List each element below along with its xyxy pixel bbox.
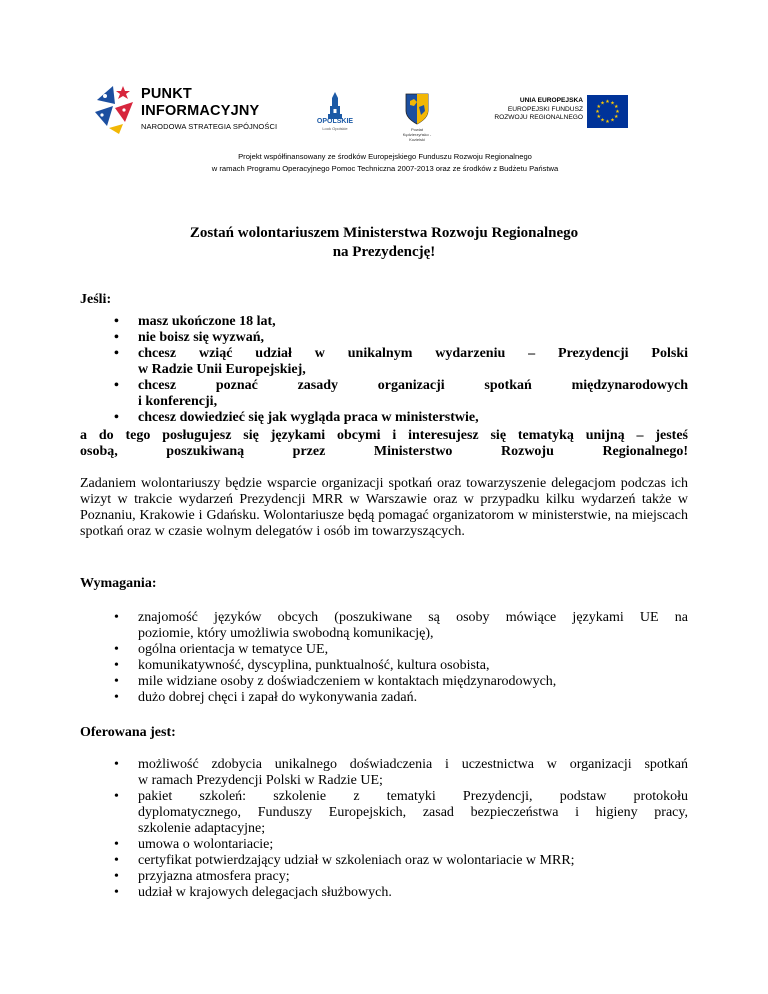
- list-item: • dużo dobrej chęci i zapał do wykonywania zadań.: [114, 690, 418, 705]
- list-item: • nie boisz się wyzwań,: [114, 330, 264, 345]
- page-title: [80, 224, 688, 262]
- list-item: • certyfikat potwierdzający udział w szkoleniach oraz w wolontariacie w MRR;: [114, 853, 575, 868]
- svg-text:★: ★: [605, 119, 610, 125]
- eu-flag: [587, 95, 628, 128]
- list-item: • masz ukończone 18 lat,: [114, 314, 276, 329]
- svg-text:★: ★: [615, 109, 620, 115]
- svg-text:★: ★: [613, 114, 619, 120]
- bullet-icon: •: [114, 869, 119, 884]
- list-item: • pakiet szkoleń: szkolenie z tematyki Prezydencji, podstaw protokołu dyplomatycznego, Funduszy Europejskich, zasad bezpieczeństwa i higieny pracy, szkolenie adaptacyjne;: [114, 789, 688, 836]
- powiat-caption-line1: Powiat: [410, 127, 423, 132]
- eu-stars-icon: [587, 95, 628, 128]
- bullet-icon: •: [114, 837, 119, 852]
- bullet-icon: •: [114, 853, 119, 868]
- bullet-icon: •: [114, 757, 119, 772]
- bullet-icon: •: [114, 410, 119, 425]
- if-heading: Jeśli:: [80, 292, 112, 307]
- title-line2: na Prezydencję!: [332, 244, 436, 260]
- requirements-heading: Wymagania:: [80, 576, 157, 591]
- bullet-icon: •: [114, 314, 119, 329]
- nss-label: NARODOWA STRATEGIA SPÓJNOŚCI: [141, 122, 278, 131]
- bullet-icon: •: [114, 885, 119, 900]
- ue-line1: UNIA EUROPEJSKA: [519, 97, 583, 104]
- bullet-icon: •: [114, 642, 119, 657]
- bullet-icon: •: [114, 378, 119, 393]
- coat-of-arms-icon: [405, 93, 429, 125]
- list-item: • przyjazna atmosfera pracy;: [114, 869, 290, 884]
- cofinancing-note: [150, 151, 620, 175]
- svg-text:★: ★: [613, 104, 619, 110]
- title-line1: Zostań wolontariuszem Ministerstwa Rozwoju Regionalnego: [189, 225, 579, 241]
- list-item: • udział w krajowych delegacjach służbowych.: [114, 885, 392, 900]
- opolskie-label: OPOLSKIE: [316, 118, 354, 125]
- sought-line2: osobą, poszukiwaną przez Ministerstwo Rozwoju Regionalnego!: [80, 444, 688, 459]
- bullet-icon: •: [114, 658, 119, 673]
- list-item: • umowa o wolontariacie;: [114, 837, 274, 852]
- list-item: • ogólna orientacja w tematyce UE,: [114, 642, 329, 657]
- cofinancing-line2: w ramach Programu Operacyjnego Pomoc Techniczna 2007-2013 oraz ze środków z Budżetu Państwa: [211, 164, 559, 173]
- opolskie-tower-icon: [326, 92, 344, 119]
- svg-text:★: ★: [600, 100, 605, 107]
- opolskie-logo: [305, 92, 365, 134]
- bullet-icon: •: [114, 674, 119, 689]
- svg-text:★: ★: [600, 117, 605, 124]
- bullet-icon: •: [114, 330, 119, 345]
- bullet-icon: •: [114, 690, 119, 705]
- cofinancing-line1: Projekt współfinansowany ze środków Europejskiego Funduszu Rozwoju Regionalnego: [238, 152, 532, 161]
- svg-text:★: ★: [596, 114, 602, 120]
- conditions-list: [80, 314, 688, 426]
- svg-text:★: ★: [595, 109, 600, 115]
- ue-line3: ROZWOJU REGIONALNEGO: [494, 114, 583, 122]
- svg-text:★: ★: [610, 117, 615, 124]
- requirements-list: [80, 610, 688, 706]
- sought-line1: a do tego posługujesz się językami obcymi i interesujesz się tematyką unijną – jesteś: [80, 428, 688, 443]
- bullet-icon: •: [114, 610, 119, 625]
- list-item: • mile widziane osoby z doświadczeniem w kontaktach międzynarodowych,: [114, 674, 557, 689]
- sought-paragraph: [80, 428, 688, 460]
- list-item: • komunikatywność, dyscyplina, punktualność, kultura osobista,: [114, 658, 490, 673]
- svg-text:★: ★: [610, 100, 615, 107]
- ue-line2: EUROPEJSKI FUNDUSZ: [507, 105, 583, 113]
- list-item: • chcesz dowiedzieć się jak wygląda praca w ministerstwie,: [114, 410, 479, 425]
- eu-fund-label: [478, 97, 583, 123]
- powiat-caption: [397, 127, 437, 142]
- informacyjny-label: INFORMACYJNY: [141, 103, 260, 119]
- svg-text:★: ★: [596, 104, 602, 110]
- punkt-informacyjny-logo: [93, 82, 293, 138]
- offer-heading: Oferowana jest:: [80, 725, 176, 740]
- svg-text:★: ★: [605, 99, 610, 105]
- offer-list: [80, 757, 688, 901]
- list-item: • chcesz wziąć udział w unikalnym wydarzeniu – Prezydencji Polski w Radzie Unii Europejskiej,: [114, 346, 688, 377]
- list-item: • chcesz poznać zasady organizacji spotkań międzynarodowych i konferencji,: [114, 378, 688, 409]
- list-item: • możliwość zdobycia unikalnego doświadczenia i uczestnictwa w organizacji spotkań w ramach Prezydencji Polski w Radzie UE;: [114, 757, 688, 788]
- punkt-label: PUNKT: [141, 86, 192, 102]
- powiat-coat-of-arms: [397, 93, 437, 141]
- opolskie-sub-label: Look Opolskie: [322, 126, 348, 131]
- punkt-informacyjny-emblem-icon: [93, 82, 135, 134]
- bullet-icon: •: [114, 346, 119, 361]
- powiat-caption-line2: Kędzierzyńsko - Kozielski: [402, 132, 432, 142]
- tasks-paragraph: Zadaniem wolontariuszy będzie wsparcie organizacji spotkań oraz towarzyszenie delegacjom podczas ich wizyt w trakcie wydarzeń Prezydencji MRR w Warszawie oraz w przypadku kilku wydarzeń także w Poznaniu, Krakowie i Gdańsku. Wolontariusze będą pomagać organizatorom w ministerstwie, na miejscach spotkań oraz w czasie wolnym delegatów i osób im towarzyszących.: [80, 476, 688, 539]
- list-item: • znajomość języków obcych (poszukiwane są osoby mówiące językami UE na poziomie, który umożliwia swobodną komunikację),: [114, 610, 688, 641]
- bullet-icon: •: [114, 789, 119, 804]
